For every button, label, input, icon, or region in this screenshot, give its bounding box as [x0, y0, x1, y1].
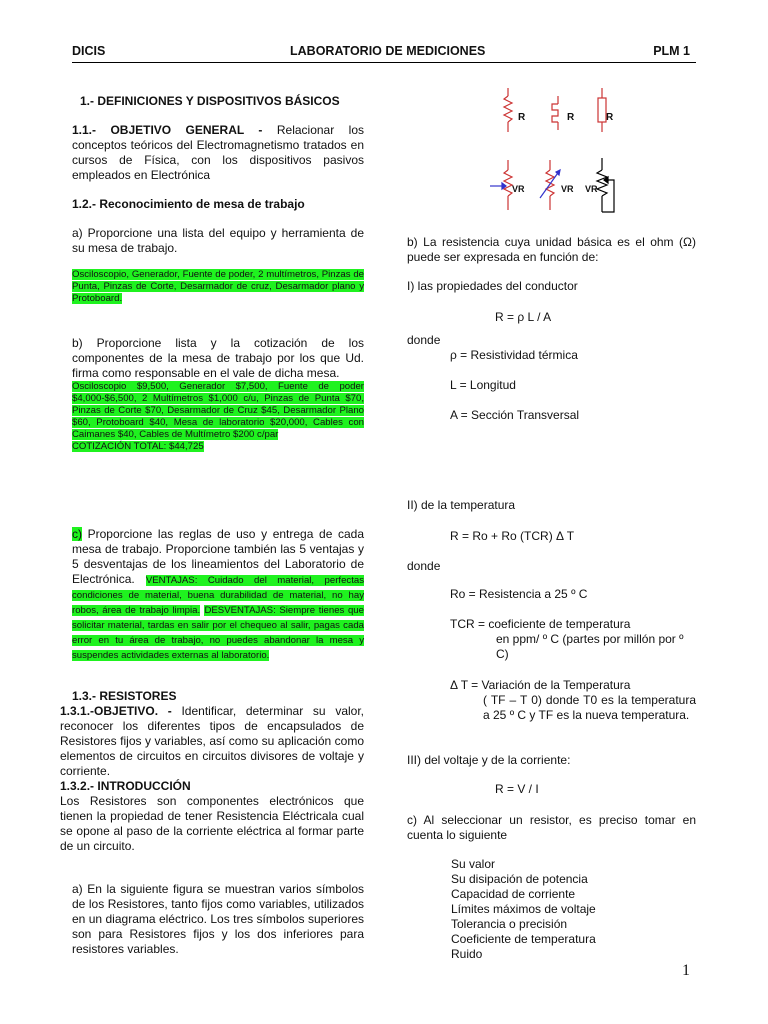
list-item: Su valor	[451, 857, 496, 871]
subsection-workbench: 1.2.- Reconocimiento de mesa de trabajo	[72, 197, 305, 211]
answer-b-total: COTIZACIÓN TOTAL: $44,725	[72, 441, 204, 452]
objective-text: Relacionar los conceptos teóricos del Electromagnetismo tratados en cursos de Física, con los dispositivos pasivos empleados en Electrónica	[72, 123, 364, 182]
answer-b	[72, 381, 364, 453]
symbol-label-r2: R	[567, 112, 575, 123]
def-delta-t: Δ T = Variación de la Temperatura	[450, 678, 631, 692]
donde-2: donde	[407, 559, 441, 573]
def-ro: Ro = Resistencia a 25 º C	[450, 587, 588, 601]
item-i: I) las propiedades del conductor	[407, 279, 578, 293]
def-length: L = Longitud	[450, 378, 516, 392]
list-item: Coeficiente de temperatura	[451, 932, 596, 946]
item-ii: II) de la temperatura	[407, 498, 516, 512]
variable-resistor-symbols	[480, 150, 630, 225]
objective-resistores-label: 1.3.1.-OBJETIVO. -	[60, 704, 172, 718]
objective-resistores	[60, 704, 364, 779]
answer-c-ventajas: VENTAJAS: Cuidado del material, perfectas condiciones de material, buena durabilidad de material, no hay robos, área de trabajo limpia.	[72, 575, 364, 616]
answer-a	[72, 269, 364, 305]
header-rule	[72, 62, 696, 63]
def-tcr-units: en ppm/ º C (partes por millón por º C)	[496, 632, 684, 661]
variable-resistor-icon-1	[490, 160, 512, 210]
symbol-label-vr1: VR	[512, 184, 525, 194]
equation-1: R = ρ L / A	[495, 310, 552, 324]
question-c-prefix: c)	[72, 527, 82, 541]
section-resistores: 1.3.- RESISTORES	[72, 689, 177, 703]
stepped-resistor-icon	[552, 96, 558, 130]
header-title: LABORATORIO DE MEDICIONES	[290, 44, 486, 58]
resistance-intro: b) La resistencia cuya unidad básica es el ohm (Ω) puede ser expresada en función de:	[407, 235, 696, 264]
item-iii: III) del voltaje y de la corriente:	[407, 753, 571, 767]
intro-paragraph: Los Resistores son componentes electrónicos que tienen la propiedad de tener Resistencia Eléctricala cual se opone al paso de la corriente eléctrica al formar parte de un circuito.	[60, 794, 364, 853]
symbol-label-vr2: VR	[561, 184, 574, 194]
question-b: b) Proporcione lista y la cotización de los componentes de la mesa de trabajo por los que Ud. firma como responsable en el vale de dicha mesa.	[72, 336, 364, 380]
list-item: Tolerancia o precisión	[451, 917, 568, 931]
donde-1: donde	[407, 333, 441, 347]
zigzag-resistor-icon	[504, 88, 512, 132]
box-resistor-icon	[598, 88, 606, 132]
subsection-intro: 1.3.2.- INTRODUCCIÓN	[60, 779, 191, 793]
answer-b-text: Osciloscopio $9,500, Generador $7,500, Fuente de poder $4,000-$6,500, 2 Multímetros $1,000 c/u, Pinzas de Punta $70, Pinzas de Corte $70, Desarmador de Cruz $45, Desarmador Plano $60, Protoboard $40, Mesa de laboratorio $20,000, Cables con Caimanes $40, Cables de Multímetro $200 c/par	[72, 381, 364, 440]
list-item: Ruido	[451, 947, 483, 961]
answer-c-desventajas: DESVENTAJAS: Siempre tienes que solicitar material, tardas en salir por el chequeo al salir, pagas cada error en tu área de trabajo, no puedes abandonar la mesa y suspendes actividades externas al laboratorio.	[72, 605, 364, 661]
list-item: Capacidad de corriente	[451, 887, 576, 901]
list-item: Límites máximos de voltaje	[451, 902, 596, 916]
header-left: DICIS	[72, 44, 106, 58]
symbol-label-r3: R	[606, 112, 614, 123]
potentiometer-icon	[597, 158, 614, 212]
list-item: Su disipación de potencia	[451, 872, 588, 886]
symbol-label-vr3: VR	[585, 184, 598, 194]
question-c	[72, 527, 364, 662]
symbol-label-r1: R	[518, 112, 526, 123]
figure-description: a) En la siguiente figura se muestran varios símbolos de los Resistores, tanto fijos como variables, utilizados en un diagrama eléctrico. Los tres símbolos superiores son para Resistores fijos y los dos inferiores para resistores variables.	[72, 882, 364, 956]
objective-general	[72, 123, 364, 183]
objective-resistores-text: Identificar, determinar su valor, reconocer los diferentes tipos de encapsulados de Resistores fijos y variables, así como su aplicación como elementos de circuitos en circuitos divisores de voltaje y corriente.	[60, 704, 364, 778]
page-number: 1	[682, 962, 690, 979]
equation-2: R = Ro + Ro (TCR) Δ T	[450, 529, 575, 543]
question-a: a) Proporcione una lista del equipo y herramienta de su mesa de trabajo.	[72, 226, 364, 255]
header-right: PLM 1	[653, 44, 690, 58]
def-area: A = Sección Transversal	[450, 408, 580, 422]
selection-intro: c) Al seleccionar un resistor, es preciso tomar en cuenta lo siguiente	[407, 813, 696, 842]
answer-a-text: Osciloscopio, Generador, Fuente de poder, 2 multímetros, Pinzas de Punta, Pinzas de Corte, Desarmador de cruz, Desarmador plano y Protoboard.	[72, 269, 364, 304]
section-title: 1.- DEFINICIONES Y DISPOSITIVOS BÁSICOS	[80, 94, 340, 108]
selection-list	[451, 857, 596, 962]
equation-3: R = V / I	[495, 782, 539, 796]
question-c-text: Proporcione las reglas de uso y entrega de cada mesa de trabajo. Proporcione también las 5 ventajas y 5 desventajas de los lineamientos del Laboratorio de Electrónica.	[72, 527, 364, 586]
variable-resistor-icon-2	[540, 160, 560, 210]
def-rho: ρ = Resistividad térmica	[450, 348, 578, 362]
def-tcr: TCR = coeficiente de temperatura	[450, 617, 631, 631]
def-delta-t-detail: ( TF – T 0) donde T0 es la temperatura a 25 º C y TF es la nueva temperatura.	[483, 693, 696, 722]
objective-label: 1.1.- OBJETIVO GENERAL -	[72, 123, 263, 137]
